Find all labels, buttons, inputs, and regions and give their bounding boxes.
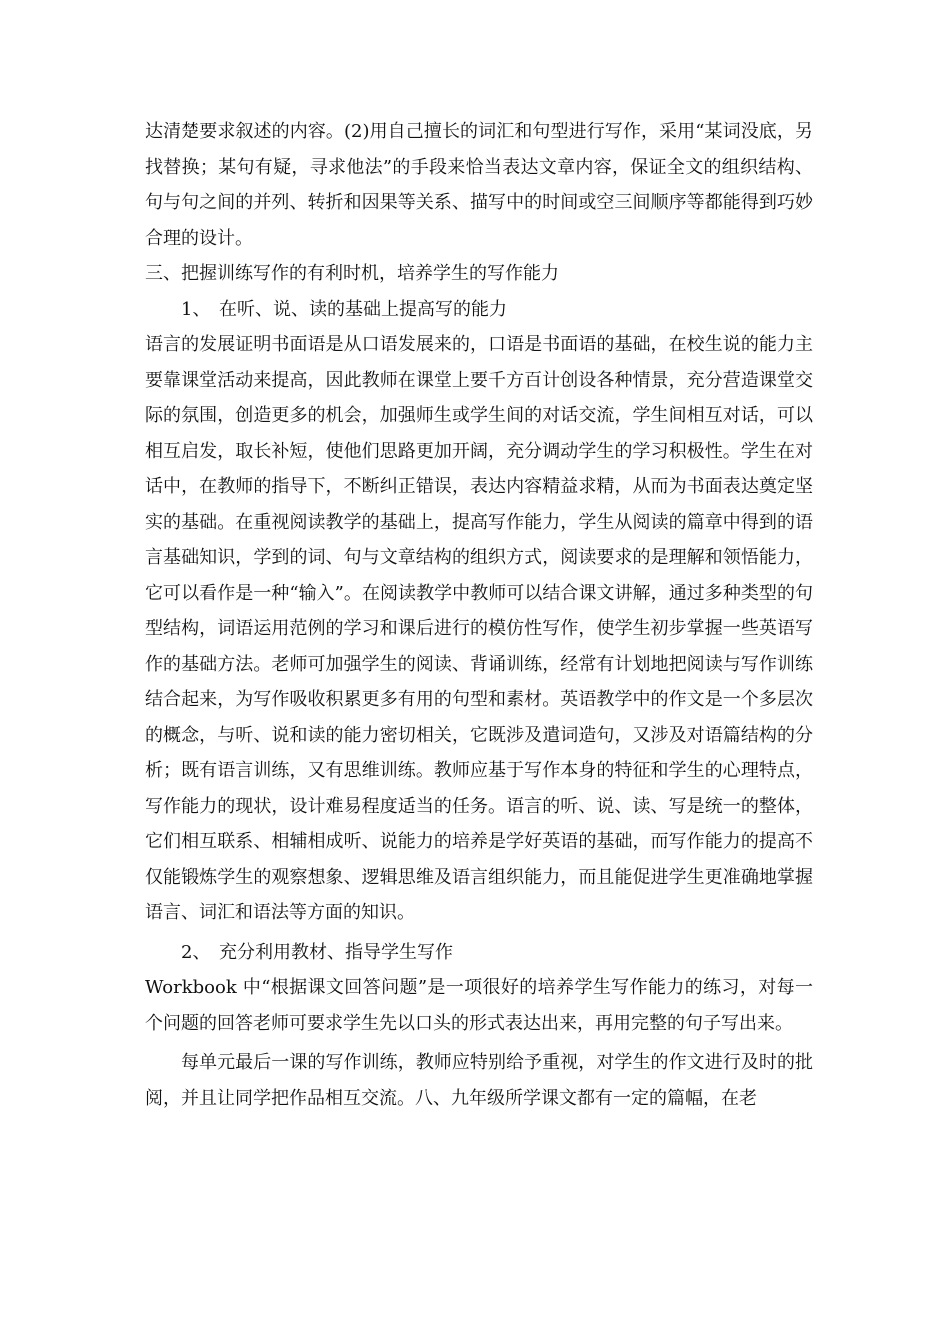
subheading-2-number: 2、 xyxy=(181,941,211,963)
paragraph-workbook: Workbook 中“根据课文回答问题”是一项很好的培养学生写作能力的练习，对每一个问题的回答老师可要求学生先以口头的形式表达出来，再用完整的句子写出来。 xyxy=(145,977,813,1034)
document-body xyxy=(145,114,813,1116)
subheading-1-title: 在听、说、读的基础上提高写的能力 xyxy=(219,298,507,320)
paragraph-listening-speaking-reading: 语言的发展证明书面语是从口语发展来的，口语是书面语的基础，在校生说的能力主要靠课堂活动来提高，因此教师在课堂上要千方百计创设各种情景，充分营造课堂交际的氛围，创造更多的机会，加强师生或学生间的对话交流，学生间相互对话，可以相互启发，取长补短，使他们思路更加开阔，充分调动学生的学习积极性。学生在对话中，在教师的指导下，不断纠正错误，表达内容精益求精，从而为书面表达奠定坚实的基础。在重视阅读教学的基础上，提高写作能力，学生从阅读的篇章中得到的语言基础知识，学到的词、句与文章结构的组织方式，阅读要求的是理解和领悟能力，它可以看作是一种“输入”。在阅读教学中教师可以结合课文讲解，通过多种类型的句型结构，词语运用范例的学习和课后进行的模仿性写作，使学生初步掌握一些英语写作的基础方法。老师可加强学生的阅读、背诵训练，经常有计划地把阅读与写作训练结合起来，为写作吸收积累更多有用的句型和素材。英语教学中的作文是一个多层次的概念，与听、说和读的能力密切相关，它既涉及遣词造句，又涉及对语篇结构的分析；既有语言训练，又有思维训练。教师应基于写作本身的特征和学生的心理特点，写作能力的现状，设计难易程度适当的任务。语言的听、说、读、写是统一的整体，它们相互联系、相辅相成听、说能力的培养是学好英语的基础，而写作能力的提高不仅能锻炼学生的观察想象、逻辑思维及语言组织能力，而且能促进学生更准确地掌握语言、词汇和语法等方面的知识。 xyxy=(145,334,813,923)
subheading-2 xyxy=(145,935,813,971)
subheading-1-number: 1、 xyxy=(181,298,211,320)
paragraph-writing-methods: 达清楚要求叙述的内容。(2)用自己擅长的词汇和句型进行写作，采用“某词没底，另找替换；某句有疑，寻求他法”的手段来恰当表达文章内容，保证全文的组织结构、句与句之间的并列、转折和因果等关系、描写中的时间或空三间顺序等都能得到巧妙合理的设计。 xyxy=(145,121,813,249)
section-heading-3: 三、把握训练写作的有利时机，培养学生的写作能力 xyxy=(145,263,559,284)
paragraph-unit-writing: 每单元最后一课的写作训练，教师应特别给予重视，对学生的作文进行及时的批阅，并且让同学把作品相互交流。八、九年级所学课文都有一定的篇幅，在老 xyxy=(145,1052,813,1109)
subheading-1 xyxy=(145,292,813,328)
subheading-2-title: 充分利用教材、指导学生写作 xyxy=(219,941,453,963)
